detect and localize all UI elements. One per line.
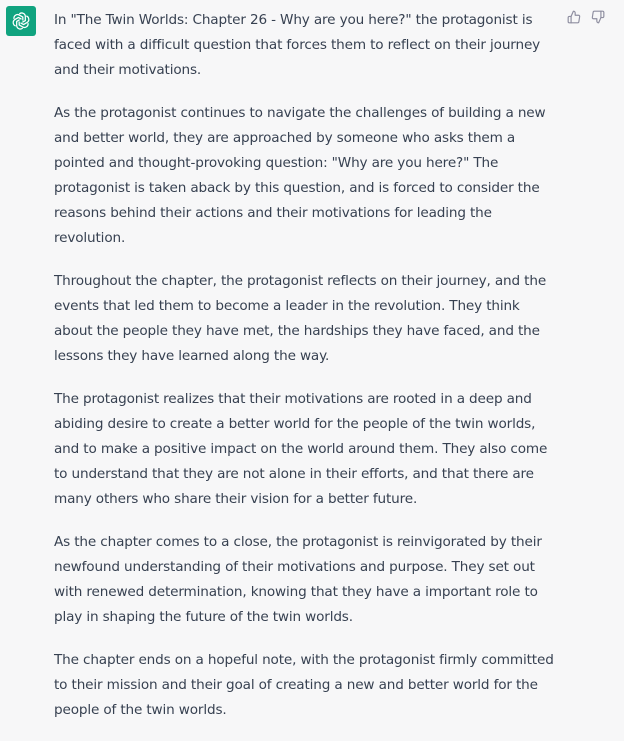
- message-paragraph-2: As the protagonist continues to navigate the challenges of building a new and better world, they are approached by someone who asks them a pointed and thought-provoking question: "Why are you here?" The protagonist is taken aback by this question, and is forced to consider the reasons behind their actions and their motivations for leading the revolution.: [54, 105, 546, 246]
- message-paragraph-6: The chapter ends on a hopeful note, with the protagonist firmly committed to their mission and their goal of creating a new and better world for the people of the twin worlds.: [54, 652, 554, 718]
- thumbs-up-button[interactable]: [566, 10, 582, 26]
- message-paragraph-1: In "The Twin Worlds: Chapter 26 - Why are you here?" the protagonist is faced with a difficult question that forces them to reflect on their journey and their motivations.: [54, 12, 541, 78]
- assistant-avatar: [6, 6, 36, 36]
- message-content: [54, 8, 554, 741]
- message-paragraph-4: The protagonist realizes that their motivations are rooted in a deep and abiding desire to create a better world for the people of the twin worlds, and to make a positive impact on the world around them. They also come to understand that they are not alone in their efforts, and that there are many others who share their vision for a better future.: [54, 391, 548, 507]
- thumbs-down-icon: [591, 9, 605, 28]
- thumbs-up-icon: [567, 9, 581, 28]
- feedback-buttons: [566, 10, 606, 26]
- message-paragraph-3: Throughout the chapter, the protagonist reflects on their journey, and the events that led them to become a leader in the revolution. They think about the people they have met, the hardships they have faced, and the lessons they have learned along the way.: [54, 273, 547, 364]
- openai-logo-icon: [11, 11, 31, 31]
- thumbs-down-button[interactable]: [590, 10, 606, 26]
- message-paragraph-5: As the chapter comes to a close, the protagonist is reinvigorated by their newfound understanding of their motivations and purpose. They set out with renewed determination, knowing that they have a important role to play in shaping the future of the twin worlds.: [54, 534, 542, 625]
